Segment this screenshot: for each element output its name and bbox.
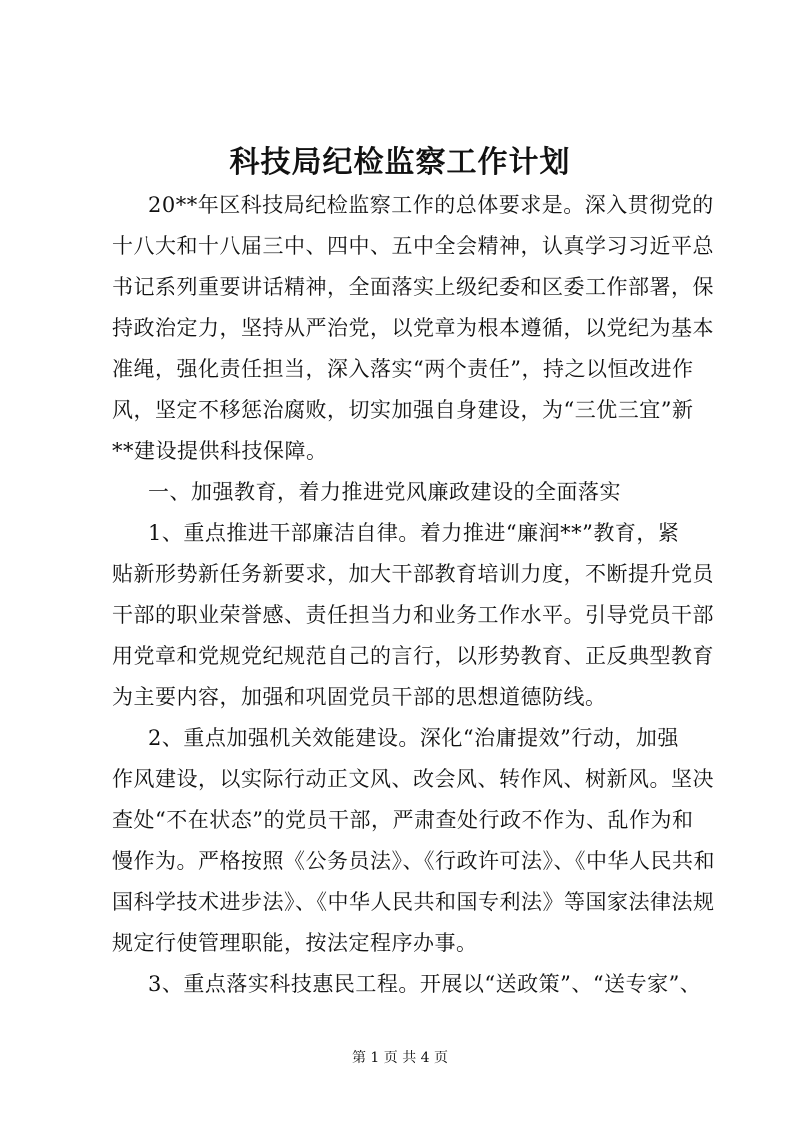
body-line: 十八大和十八届三中、四中、五中全会精神，认真学习习近平总	[112, 234, 714, 258]
body-line: 3、重点落实科技惠民工程。开展以“送政策”、“送专家”、	[148, 972, 702, 996]
section-heading: 一、加强教育，着力推进党风廉政建设的全面落实	[148, 480, 621, 504]
body-line: 用党章和党规党纪规范自己的言行，以形势教育、正反典型教育	[112, 644, 714, 668]
body-line: 20**年区科技局纪检监察工作的总体要求是。深入贯彻党的	[148, 193, 714, 217]
body-line: 为主要内容，加强和巩固党员干部的思想道德防线。	[112, 685, 607, 709]
body-line: 贴新形势新任务新要求，加大干部教育培训力度，不断提升党员	[112, 562, 714, 586]
body-line: 查处“不在状态”的党员干部，严肃查处行政不作为、乱作为和	[112, 808, 694, 832]
body-line: 1、重点推进干部廉洁自律。着力推进“廉润**”教育，紧	[148, 521, 680, 545]
body-line: **建设提供科技保障。	[112, 439, 328, 463]
body-line: 国科学技术进步法》、《中华人民共和国专利法》等国家法律法规	[112, 890, 715, 914]
body-line: 书记系列重要讲话精神，全面落实上级纪委和区委工作部署，保	[112, 275, 714, 299]
body-line: 作风建设，以实际行动正文风、改会风、转作风、树新风。坚决	[112, 767, 714, 791]
body-line: 风，坚定不移惩治腐败，切实加强自身建设，为“三优三宜”新	[112, 398, 694, 422]
body-line: 持政治定力，坚持从严治党，以党章为根本遵循，以党纪为基本	[112, 316, 714, 340]
document-title: 科技局纪检监察工作计划	[229, 145, 571, 180]
body-line: 慢作为。严格按照《公务员法》、《行政许可法》、《中华人民共和	[112, 849, 715, 873]
body-line: 2、重点加强机关效能建设。深化“治庸提效”行动，加强	[148, 726, 679, 750]
body-line: 规定行使管理职能，按法定程序办事。	[112, 931, 478, 955]
body-line: 准绳，强化责任担当，深入落实“两个责任”，持之以恒改进作	[112, 357, 694, 381]
page-number: 第 1 页 共 4 页	[351, 1050, 449, 1066]
body-line: 干部的职业荣誉感、责任担当力和业务工作水平。引导党员干部	[112, 603, 714, 627]
